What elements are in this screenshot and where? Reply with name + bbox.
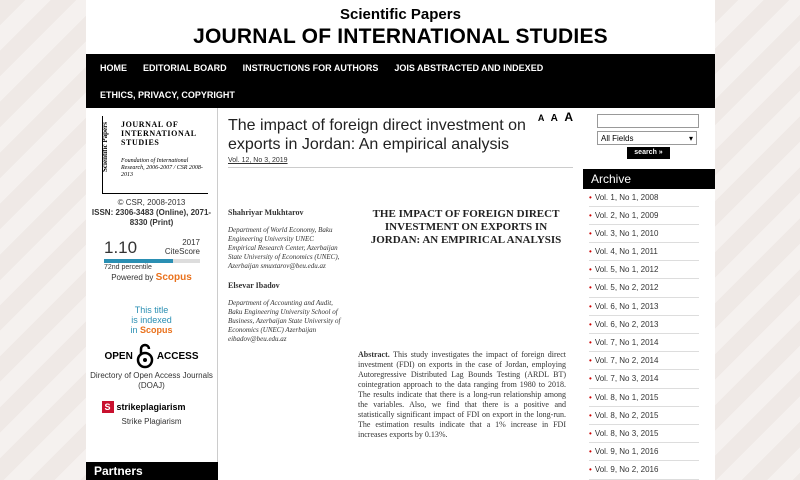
archive-item[interactable] [589,189,699,207]
archive-item-label: Vol. 9, No 2, 2016 [594,465,659,475]
scopus-indexed-badge[interactable] [86,305,217,335]
archive-item[interactable] [589,461,699,479]
nav-instructions-for-authors[interactable]: INSTRUCTIONS FOR AUTHORS [242,62,379,73]
left-sidebar [86,108,218,480]
logo-title: JOURNAL OF INTERNATIONAL STUDIES [121,120,197,147]
archive-item-label: Vol. 2, No 1, 2009 [594,210,659,220]
font-size-controls [534,110,573,124]
bullet-icon: • [589,283,592,293]
author-block [228,208,343,344]
nav-home[interactable]: HOME [100,62,127,73]
doaj-link[interactable]: Directory of Open Access Journals (DOAJ) [90,371,213,390]
citescore-value: 1.10 [104,238,138,257]
archive-item[interactable] [589,298,699,316]
article-content [228,108,573,480]
archive-list [583,189,715,480]
author-2-name: Elsevar Ibadov [228,281,280,290]
author-1-affiliation: Department of World Economy, Baku Engineering University UNEC Empirical Research Center, Azerbaijan State University of Economics (UNEC), Azerbaijan smuxtarov@beu.edu.az [228,226,340,270]
indexed-scopus: Scopus [140,325,173,335]
indexed-line-2: is indexed [131,315,172,325]
archive-item[interactable] [589,370,699,388]
archive-item[interactable] [589,261,699,279]
archive-item-label: Vol. 1, No 1, 2008 [594,192,659,202]
search-input[interactable] [597,114,699,128]
open-access-right: ACCESS [156,350,199,362]
archive-item[interactable] [589,407,699,425]
citescore-year: 2017 [182,238,200,247]
author-2-affiliation: Department of Accounting and Audit, Baku Engineering University School of Business, Azerbaijan State University of Economics (UNEC) Azerbaijan eibadov@beu.edu.az [228,299,341,343]
archive-item[interactable] [589,207,699,225]
copyright-text: © CSR, 2008-2013 [117,198,186,207]
abstract-label: Abstract. [358,350,390,359]
open-access-logo[interactable] [86,343,217,369]
scopus-logo: Scopus [155,272,192,283]
bullet-icon: • [589,301,592,311]
header-subtitle: Scientific Papers [340,6,461,23]
search-field-select[interactable] [597,131,697,145]
citescore-percentile-fill [104,259,173,263]
strike-plagiarism-logo[interactable] [102,401,202,413]
article-title: The impact of foreign direct investment on exports in Jordan: An empirical analysis [228,117,526,153]
archive-item-label: Vol. 4, No 1, 2011 [594,247,658,257]
search-field-value: All Fields [601,133,634,143]
archive-item-label: Vol. 6, No 2, 2013 [594,319,659,329]
bullet-icon: • [589,392,592,402]
font-medium-button[interactable]: A [550,113,558,124]
archive-item[interactable] [589,316,699,334]
citescore-widget[interactable] [104,238,200,272]
archive-item[interactable] [589,389,699,407]
font-large-button[interactable]: A [564,110,573,124]
bullet-icon: • [589,465,592,475]
site-header [86,0,715,54]
archive-item-label: Vol. 6, No 1, 2013 [594,301,659,311]
archive-item[interactable] [589,225,699,243]
archive-heading: Archive [583,169,715,189]
bullet-icon: • [589,374,592,384]
logo-vertical-text: Scientific Papers [101,122,109,172]
bullet-icon: • [589,447,592,457]
archive-item-label: Vol. 8, No 3, 2015 [594,428,659,438]
nav-abstracted-indexed[interactable]: JOIS ABSTRACTED AND INDEXED [394,62,544,73]
citescore-label: CiteScore [164,247,200,256]
font-small-button[interactable]: A [537,113,545,123]
abstract-text: This study investigates the impact of foreign direct investment (FDI) on exports in the case of Jordan, employing Autoregressive Distributed Lag Bounds Testing (ARDL BT) cointegration approach to the data ranging from 1980 to 2018. The results indicate that there is a long-run relationship among the variables. Also, we find that there is a positive and statistically significant impact of FDI on export in the long-run. The estimation results indicate that a 1% increase in FDI increases exports by 0.13%. [358,350,566,439]
bullet-icon: • [589,228,592,238]
partners-heading: Partners [86,462,218,480]
archive-item-label: Vol. 5, No 1, 2012 [594,265,659,275]
logo-since: Foundation of International Research, 2006-2007 / CSR 2008-2013 [121,158,203,178]
indexed-line-3-prefix: in [130,325,138,335]
abstract [358,350,566,440]
open-lock-icon [136,343,154,369]
bullet-icon: • [589,265,592,275]
page-container [86,0,715,480]
archive-item[interactable] [589,443,699,461]
nav-row-1 [92,54,709,81]
bullet-icon: • [589,192,592,202]
chevron-down-icon: ▾ [688,133,693,143]
bullet-icon: • [589,247,592,257]
paper-title: THE IMPACT OF FOREIGN DIRECT INVESTMENT ON EXPORTS IN JORDAN: AN EMPIRICAL ANALYSIS [370,208,562,246]
archive-item[interactable] [589,279,699,297]
bullet-icon: • [589,428,592,438]
powered-by-label: Powered by [111,273,154,282]
archive-item-label: Vol. 3, No 1, 2010 [594,228,659,238]
nav-ethics[interactable]: ETHICS, PRIVACY, COPYRIGHT [100,89,235,100]
citescore-percentile-bar [104,259,200,263]
author-1-name: Shahriyar Mukhtarov [228,208,304,217]
volume-link[interactable]: Vol. 12, No 3, 2019 [228,157,288,164]
archive-item-label: Vol. 7, No 3, 2014 [594,374,659,384]
indexed-line-1: This title [134,305,169,315]
main-nav [86,54,715,108]
archive-item[interactable] [589,352,699,370]
bullet-icon: • [589,319,592,329]
journal-logo[interactable] [102,116,208,194]
open-access-left: OPEN [104,350,133,362]
strike-icon: S [102,401,114,413]
archive-item-label: Vol. 8, No 2, 2015 [594,410,659,420]
archive-item[interactable] [589,425,699,443]
archive-item-label: Vol. 5, No 2, 2012 [594,283,659,293]
issn-text: ISSN: 2306-3483 (Online), 2071-8330 (Print) [91,208,212,227]
nav-editorial-board[interactable]: EDITORIAL BOARD [143,62,227,73]
archive-item-label: Vol. 9, No 1, 2016 [594,447,659,457]
header-title[interactable]: JOURNAL OF INTERNATIONAL STUDIES [193,25,608,48]
archive-item[interactable] [589,243,699,261]
bullet-icon: • [589,210,592,220]
bullet-icon: • [589,356,592,366]
title-divider [228,167,573,168]
search-button[interactable]: search » [627,147,670,159]
citescore-percentile: 72nd percentile [104,264,152,271]
right-sidebar [583,108,715,480]
nav-row-2 [92,81,709,108]
archive-item-label: Vol. 7, No 1, 2014 [594,338,659,347]
strike-plagiarism-label: Strike Plagiarism [121,417,182,426]
bullet-icon: • [589,338,592,347]
archive-item-label: Vol. 8, No 1, 2015 [594,392,659,402]
archive-item-label: Vol. 7, No 2, 2014 [594,356,659,366]
bullet-icon: • [589,410,592,420]
archive-item[interactable] [589,334,699,352]
strike-logo-text: strikeplagiarism [116,402,186,412]
powered-by [86,272,217,283]
